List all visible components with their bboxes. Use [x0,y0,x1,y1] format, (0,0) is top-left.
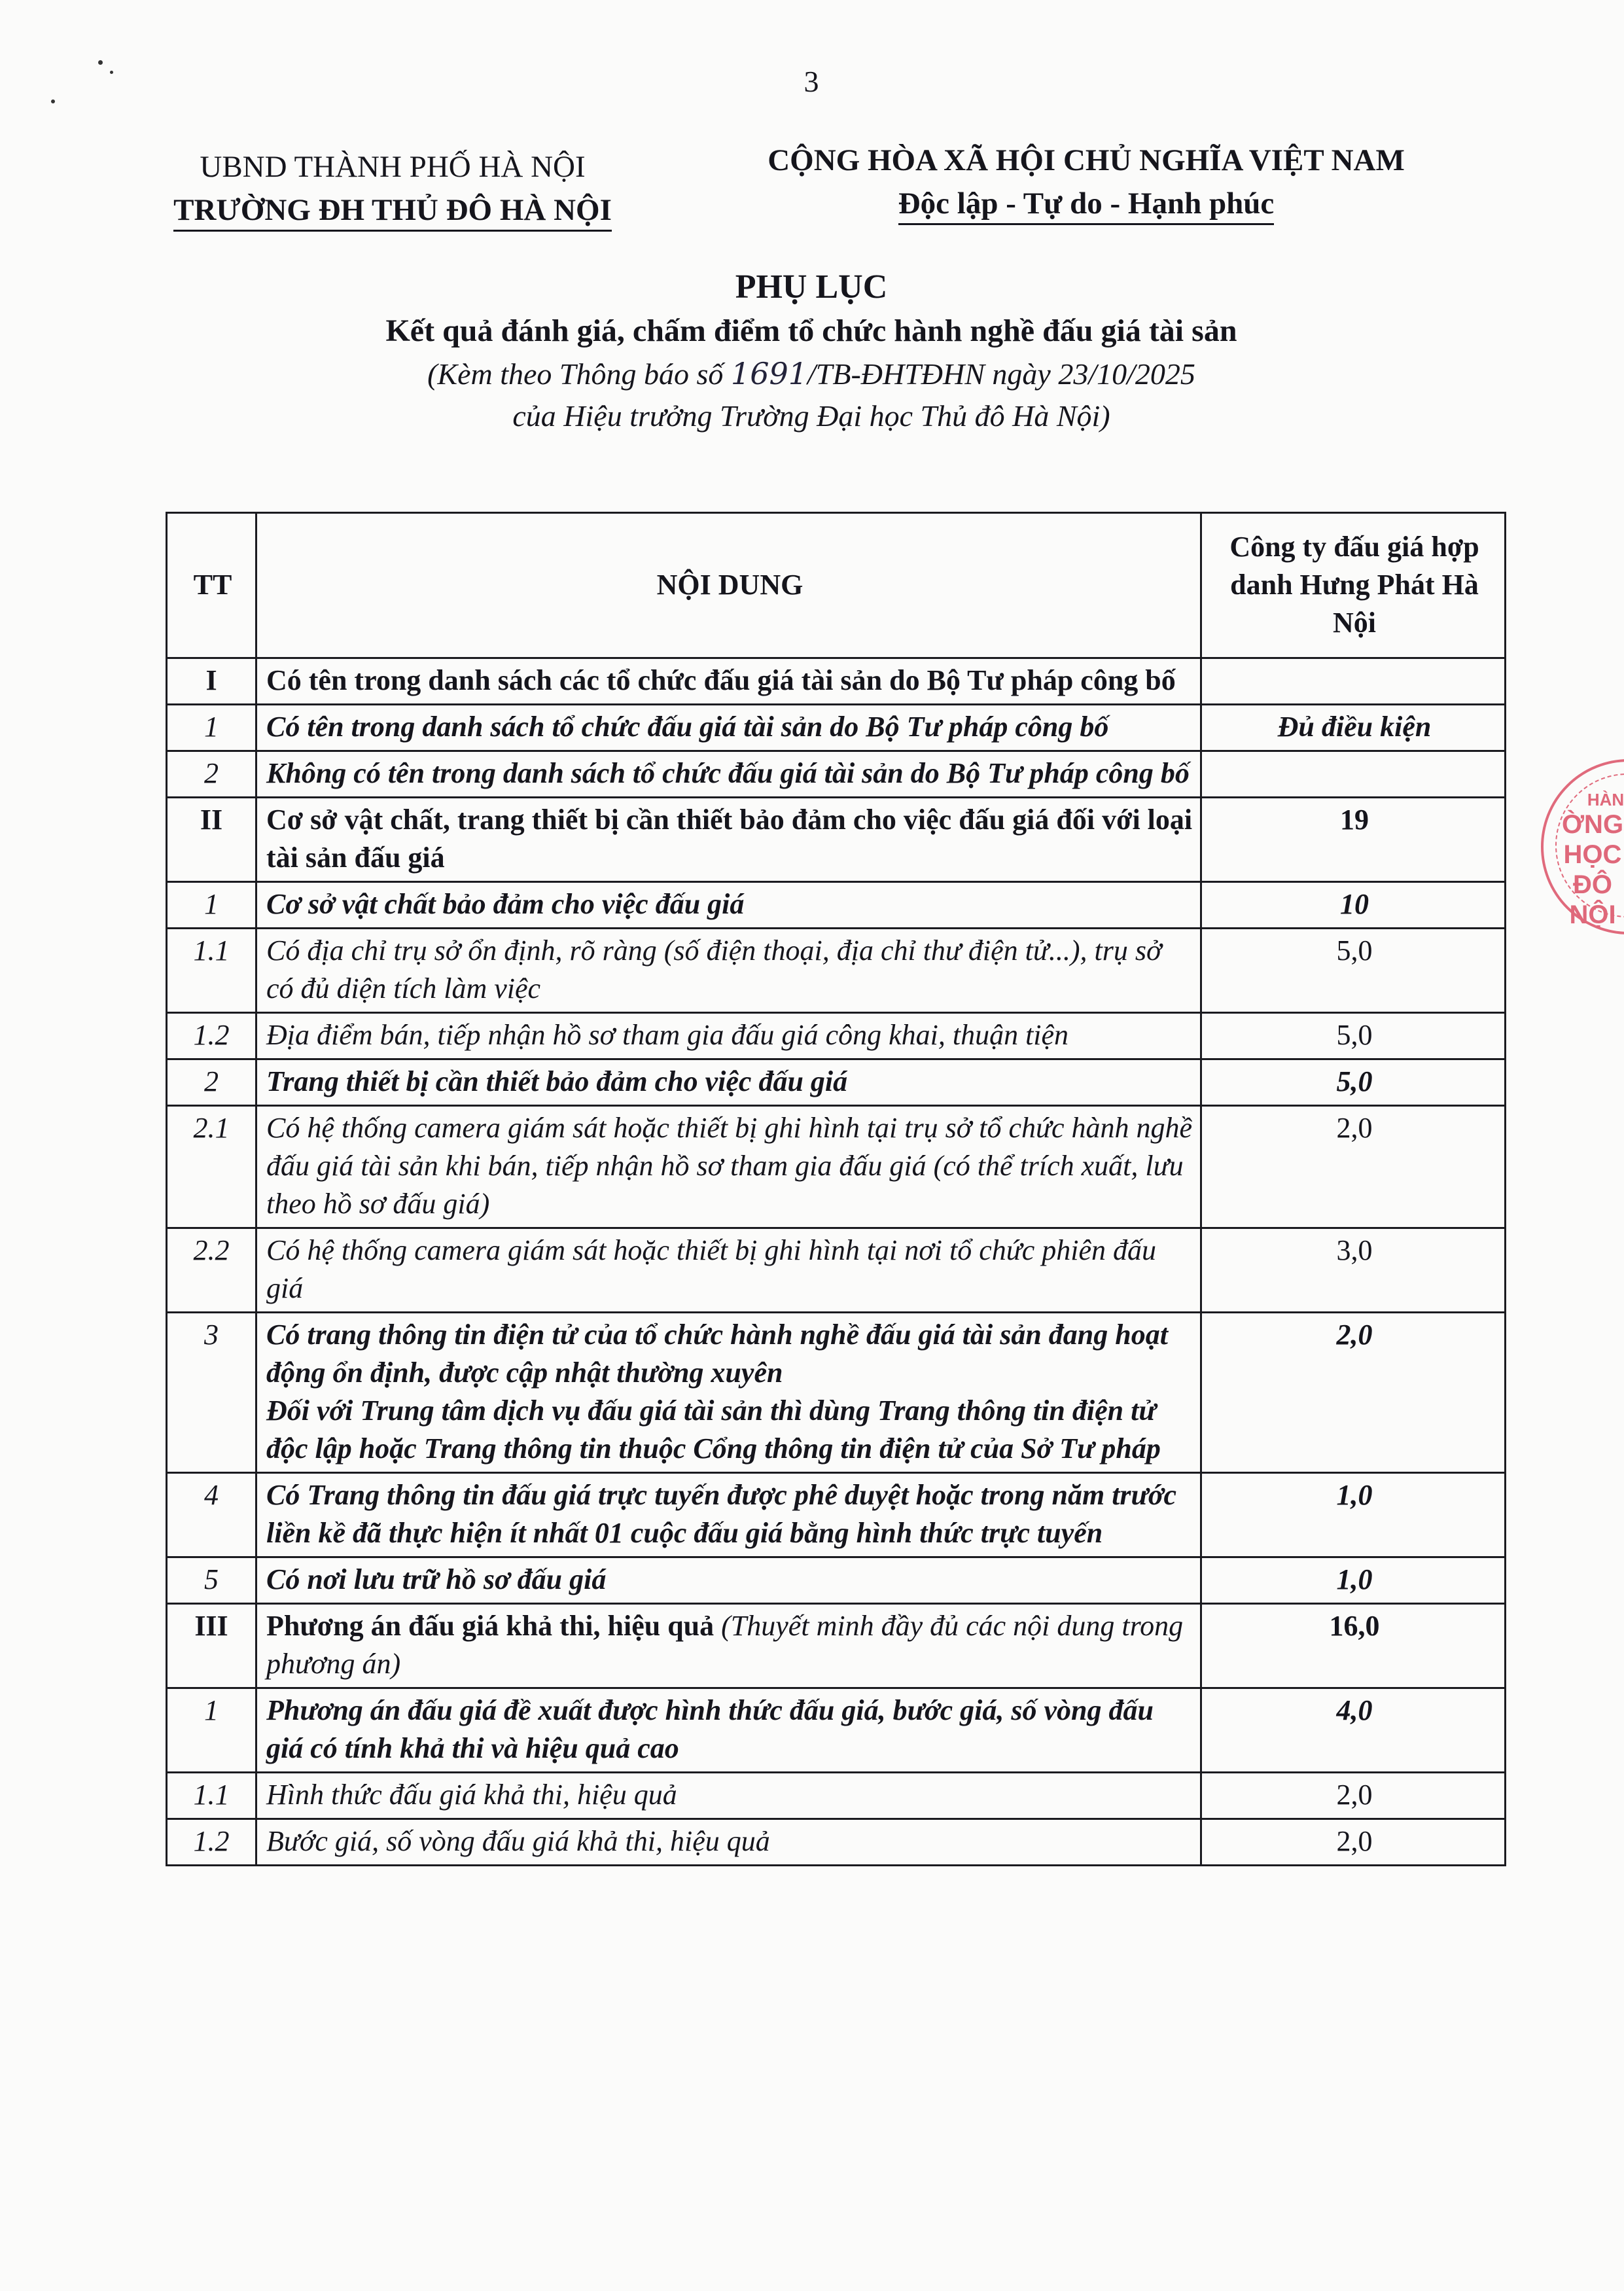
row-tt: 5 [167,1557,256,1604]
row-score [1201,751,1506,798]
row-content-note: (Thuyết minh đầy đủ các nội dung trong phương án) [266,1610,1184,1680]
row-content: Có địa chỉ trụ sở ổn định, rõ ràng (số điện thoại, địa chỉ thư điện tử...), trụ sở có đủ diện tích làm việc [256,929,1201,1013]
row-score: 10 [1201,882,1506,929]
row-tt: 1.1 [167,929,256,1013]
table-header-row [167,513,1506,658]
national-motto: Độc lập - Tự do - Hạnh phúc [898,184,1275,225]
row-tt: 1 [167,705,256,751]
document-title-block [196,265,1426,437]
row-score: 5,0 [1201,929,1506,1013]
table-row [167,1604,1506,1688]
row-score: 16,0 [1201,1604,1506,1688]
table-row [167,1106,1506,1228]
row-content-extra: Đối với Trung tâm dịch vụ đấu giá tài sản thì dùng Trang thông tin điện tử độc lập hoặc Trang thông tin thuộc Cổng thông tin điện tử của Sở Tư pháp [266,1394,1161,1465]
header-company: Công ty đấu giá hợp danh Hưng Phát Hà Nội [1201,513,1506,658]
table-row [167,929,1506,1013]
row-tt: 4 [167,1473,256,1557]
row-content: Có hệ thống camera giám sát hoặc thiết bị ghi hình tại nơi tổ chức phiên đấu giá [256,1228,1201,1313]
row-content [256,1313,1201,1473]
issuing-authority-header [137,145,648,232]
row-content: Không có tên trong danh sách tổ chức đấu giá tài sản do Bộ Tư pháp công bố [256,751,1201,798]
school-name: TRƯỜNG ĐH THỦ ĐÔ HÀ NỘI [173,190,612,232]
page-number: 3 [803,65,819,98]
row-content: Có nơi lưu trữ hồ sơ đấu giá [256,1557,1201,1604]
table-row [167,798,1506,882]
row-score: 1,0 [1201,1557,1506,1604]
row-tt: 2.1 [167,1106,256,1228]
table-row [167,1473,1506,1557]
row-content: Hình thức đấu giá khả thi, hiệu quả [256,1773,1201,1819]
table-row [167,882,1506,929]
table-row [167,1313,1506,1473]
row-tt: 2 [167,1059,256,1106]
row-score: 4,0 [1201,1688,1506,1773]
row-content: Có tên trong danh sách các tổ chức đấu giá tài sản do Bộ Tư pháp công bố [256,658,1201,705]
evaluation-table [166,512,1506,1866]
row-content: Có hệ thống camera giám sát hoặc thiết bị ghi hình tại trụ sở tổ chức hành nghề đấu giá tài sản khi bán, tiếp nhận hồ sơ tham gia đấu giá (có thể trích xuất, lưu theo hồ sơ đấu giá) [256,1106,1201,1228]
attachment-reference: (Kèm theo Thông báo số 1691/TB-ĐHTĐHN ngày 23/10/2025 [196,353,1426,395]
national-motto-header [707,139,1466,225]
row-content: Trang thiết bị cần thiết bảo đảm cho việc đấu giá [256,1059,1201,1106]
table-row [167,1773,1506,1819]
row-tt: I [167,658,256,705]
authority-name: UBND THÀNH PHỐ HÀ NỘI [200,150,586,184]
table-row [167,751,1506,798]
table-row [167,1819,1506,1866]
row-score: 5,0 [1201,1059,1506,1106]
row-tt: 1 [167,1688,256,1773]
table-row [167,1013,1506,1059]
row-tt: 3 [167,1313,256,1473]
row-content: Cơ sở vật chất, trang thiết bị cần thiết bảo đảm cho việc đấu giá đối với loại tài sản đấu giá [256,798,1201,882]
row-content: Phương án đấu giá đề xuất được hình thức đấu giá, bước giá, số vòng đấu giá có tính khả thi và hiệu quả cao [256,1688,1201,1773]
appendix-title: PHỤ LỤC [735,268,888,306]
country-name: CỘNG HÒA XÃ HỘI CHỦ NGHĨA VIỆT NAM [768,143,1405,177]
table-row [167,1557,1506,1604]
row-content: Địa điểm bán, tiếp nhận hồ sơ tham gia đấu giá công khai, thuận tiện [256,1013,1201,1059]
row-score: 2,0 [1201,1313,1506,1473]
row-score: Đủ điều kiện [1201,705,1506,751]
row-content: Cơ sở vật chất bảo đảm cho việc đấu giá [256,882,1201,929]
row-tt: III [167,1604,256,1688]
row-content: Phương án đấu giá khả thi, hiệu quả (Thuyết minh đầy đủ các nội dung trong phương án) [256,1604,1201,1688]
row-tt: 1.2 [167,1819,256,1866]
row-score [1201,658,1506,705]
row-content: Có tên trong danh sách tổ chức đấu giá tài sản do Bộ Tư pháp công bố [256,705,1201,751]
row-score: 5,0 [1201,1013,1506,1059]
appendix-subtitle: Kết quả đánh giá, chấm điểm tổ chức hành nghề đấu giá tài sản [385,313,1237,348]
row-score: 2,0 [1201,1773,1506,1819]
handwritten-number: 1691 [730,356,807,391]
table-row [167,1688,1506,1773]
row-tt: 1.2 [167,1013,256,1059]
issuer-reference: của Hiệu trưởng Trường Đại học Thủ đô Hà Nội) [512,399,1110,433]
row-tt: 2 [167,751,256,798]
row-tt: II [167,798,256,882]
table-row [167,1228,1506,1313]
red-seal-stamp: HÀN ỜNG HỌC ĐÔ NỘI [1541,759,1624,934]
row-score: 19 [1201,798,1506,882]
row-score: 3,0 [1201,1228,1506,1313]
table-row [167,658,1506,705]
row-score: 2,0 [1201,1819,1506,1866]
row-tt: 1.1 [167,1773,256,1819]
row-content-main: Có trang thông tin điện tử của tổ chức hành nghề đấu giá tài sản đang hoạt động ổn định, được cập nhật thường xuyên [266,1319,1168,1389]
header-content: NỘI DUNG [256,513,1201,658]
row-content: Bước giá, số vòng đấu giá khả thi, hiệu quả [256,1819,1201,1866]
row-score: 2,0 [1201,1106,1506,1228]
table-row [167,1059,1506,1106]
table-row [167,705,1506,751]
row-score: 1,0 [1201,1473,1506,1557]
row-content: Có Trang thông tin đấu giá trực tuyến được phê duyệt hoặc trong năm trước liền kề đã thực hiện ít nhất 01 cuộc đấu giá bằng hình thức trực tuyến [256,1473,1201,1557]
row-tt: 1 [167,882,256,929]
row-tt: 2.2 [167,1228,256,1313]
header-tt: TT [167,513,256,658]
